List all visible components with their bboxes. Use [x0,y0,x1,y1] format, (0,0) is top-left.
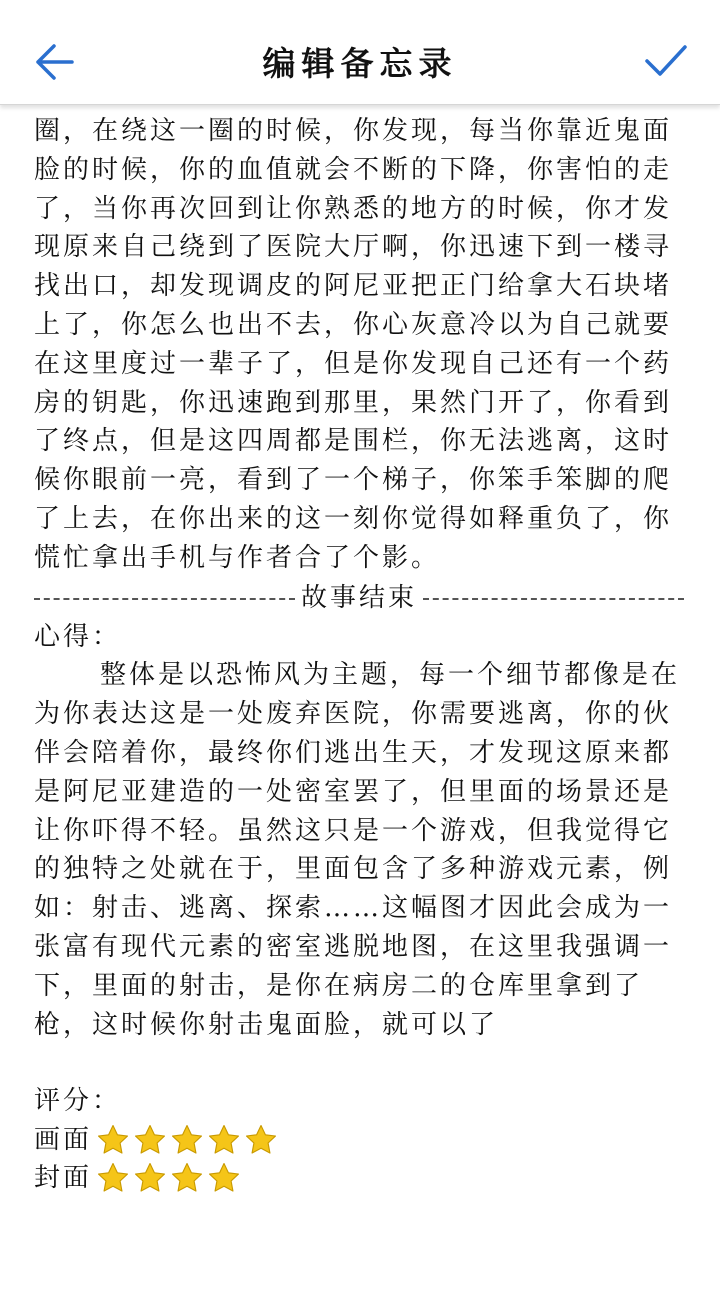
reflection-text: 整体是以恐怖风为主题，每一个细节都像是在为你表达这是一处废弃医院，你需要逃离，你的伙伴会陪着你，最终你们逃出生天，才发现这原来都是阿尼亚建造的一处密室罢了，但里面的场景还是让你吓得不轻。虽然这只是一个游戏，但我觉得它的独特之处就在于，里面包含了多种游戏元素，例如：射击、逃离、探索……这幅图才因此会成为一张富有现代元素的密室逃脱地图，在这里我强调一下，里面的射击，是你在病房二的仓库里拿到了枪，这时候你射击鬼面脸，就可以了 [34,660,681,1040]
section-divider [34,580,684,618]
dashed-line-left [34,598,295,600]
story-paragraph: 圈，在绕这一圈的时候，你发现，每当你靠近鬼面脸的时候，你的血值就会不断的下降，你害怕的走了，当你再次回到让你熟悉的地方的时候，你才发现原来自己绕到了医院大厅啊，你迅速下到一楼寻找出口，却发现调皮的阿尼亚把正门给拿大石块堵上了，你怎么也出不去，你心灰意冷以为自己就要在这里度过一辈子了，但是你发现自己还有一个药房的钥匙，你迅速跑到那里，果然门开了，你看到了终点，但是这四周都是围栏，你无法逃离，这时候你眼前一亮，看到了一个梯子，你笨手笨脚的爬了上去，在你出来的这一刻你觉得如释重负了，你慌忙拿出手机与作者合了个影。 [34,116,673,573]
star-icon [170,1123,204,1157]
star-icon [133,1123,167,1157]
star-icon [207,1161,241,1195]
rating-row-graphics [34,1121,684,1159]
rating-item-label: 封面 [34,1162,93,1193]
app-header [0,0,720,105]
star-rating [96,1161,244,1195]
star-icon [96,1161,130,1195]
reflection-label: 心得： [34,621,122,652]
star-icon [170,1161,204,1195]
checkmark-icon [643,43,689,81]
page-title: 编辑备忘录 [262,44,458,83]
blank-line [34,1044,684,1082]
star-icon [207,1123,241,1157]
rating-row-cover [34,1159,684,1197]
star-icon [96,1123,130,1157]
dashed-line-right [423,598,684,600]
memo-editor[interactable] [34,112,684,1197]
rating-item-label: 画面 [34,1124,93,1155]
confirm-button[interactable] [634,30,698,94]
divider-label: 故事结束 [301,583,418,614]
star-icon [133,1161,167,1195]
rating-label: 评分： [34,1086,122,1117]
star-rating [96,1123,281,1157]
star-icon [244,1123,278,1157]
